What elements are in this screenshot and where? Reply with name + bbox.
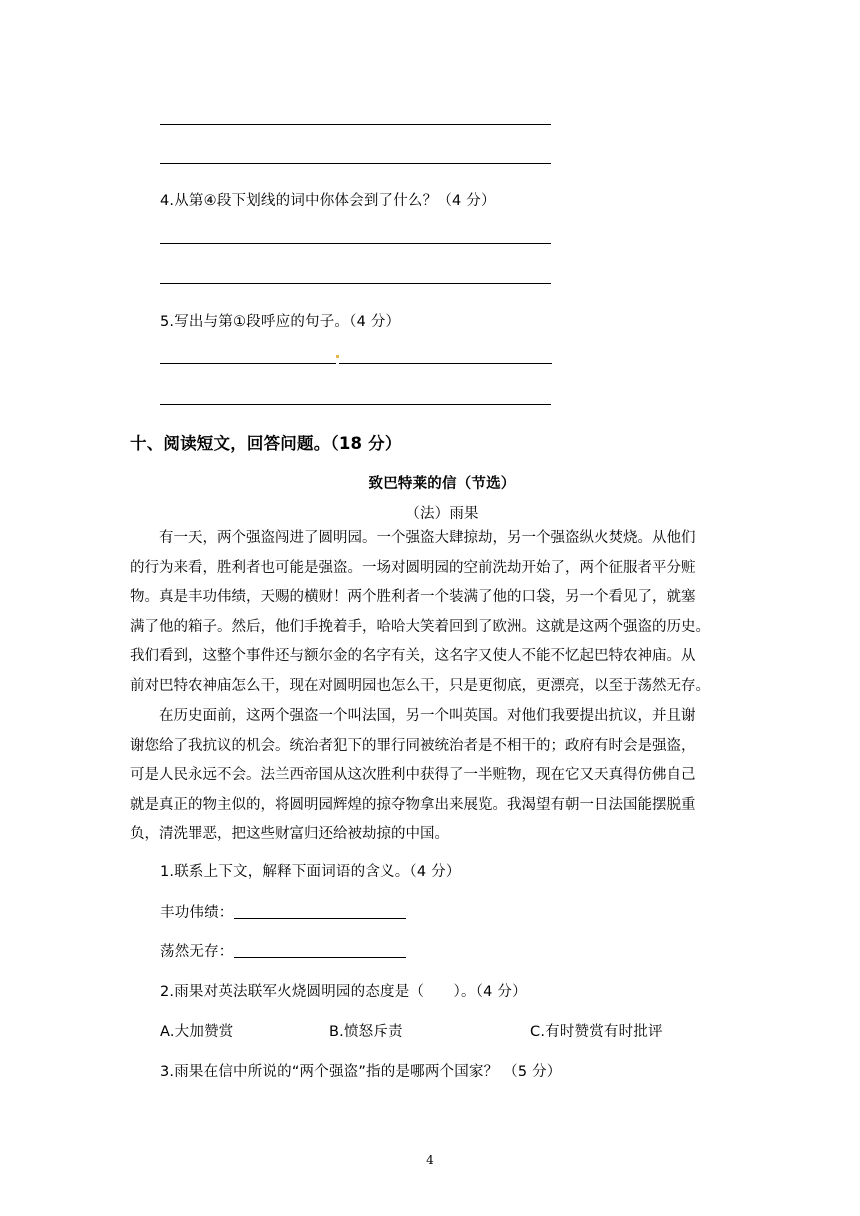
answer-line bbox=[339, 363, 552, 364]
page-number: 4 bbox=[426, 1153, 434, 1167]
paragraph-line: 可是人民永远不会。法兰西帝国从这次胜利中获得了一半赃物，现在它又天真得仿佛自己 bbox=[130, 767, 696, 784]
term-1-row bbox=[160, 901, 406, 922]
paragraph-line: 在历史面前，这两个强盗一个叫法国，另一个叫英国。对他们我要提出抗议，并且谢 bbox=[159, 708, 696, 724]
paragraph-line: 谢您给了我抗议的机会。统治者犯下的罪行同被统治者是不相干的；政府有时会是强盗， bbox=[130, 737, 696, 754]
paragraph-line: 物。真是丰功伟绩，天赐的横财！两个胜利者一个装满了他的口袋，另一个看见了，就塞 bbox=[130, 589, 696, 606]
stray-mark bbox=[336, 355, 339, 358]
question-3: 3.雨果在信中所说的“两个强盗”指的是哪两个国家？ （5 分） bbox=[160, 1064, 562, 1080]
question-1: 1.联系上下文，解释下面词语的含义。（4 分） bbox=[160, 864, 461, 880]
paragraph-line: 就是真正的物主似的，将圆明园辉煌的掠夺物拿出来展览。我渴望有朝一日法国能摆脱重 bbox=[130, 796, 696, 813]
option-c: C.有时赞赏有时批评 bbox=[530, 1024, 663, 1040]
article-author: （法）雨果 bbox=[405, 506, 479, 522]
section-heading: 十、阅读短文，回答问题。（18 分） bbox=[130, 434, 402, 453]
answer-blank bbox=[234, 943, 406, 958]
option-b: B.愤怒斥责 bbox=[329, 1024, 403, 1040]
answer-line bbox=[160, 283, 551, 284]
answer-line bbox=[160, 124, 551, 125]
term-2-row bbox=[160, 940, 406, 961]
paragraph-2 bbox=[130, 702, 730, 850]
question-5: 5.写出与第①段呼应的句子。（4 分） bbox=[160, 314, 401, 330]
answer-blank bbox=[234, 904, 406, 919]
paragraph-1 bbox=[130, 524, 730, 702]
paragraph-line: 满了他的箱子。然后，他们手挽着手，哈哈大笑着回到了欧洲。这就是这两个强盗的历史。 bbox=[130, 618, 710, 635]
paragraph-line: 前对巴特农神庙怎么干，现在对圆明园也怎么干，只是更彻底，更漂亮，以至于荡然无存。 bbox=[130, 677, 710, 694]
term-1-label: 丰功伟绩： bbox=[160, 905, 234, 921]
paragraph-line: 负，清洗罪恶，把这些财富归还给被劫掠的中国。 bbox=[130, 826, 449, 843]
term-2-label: 荡然无存： bbox=[160, 944, 234, 960]
answer-line bbox=[160, 363, 336, 364]
answer-line bbox=[160, 163, 551, 164]
answer-line bbox=[160, 243, 551, 244]
paragraph-line: 有一天，两个强盗闯进了圆明园。一个强盗大肆掠劫，另一个强盗纵火焚烧。从他们 bbox=[159, 530, 696, 546]
option-a: A.大加赞赏 bbox=[160, 1024, 234, 1040]
article-title: 致巴特莱的信（节选） bbox=[368, 476, 516, 492]
paragraph-line: 我们看到，这整个事件还与额尔金的名字有关，这名字又使人不能不忆起巴特农神庙。从 bbox=[130, 648, 696, 665]
question-2: 2.雨果对英法联军火烧圆明园的态度是（ ）。（4 分） bbox=[160, 984, 527, 1000]
answer-line bbox=[160, 404, 551, 405]
question-4: 4.从第④段下划线的词中你体会到了什么？（4 分） bbox=[160, 193, 496, 209]
paragraph-line: 的行为来看，胜利者也可能是强盗。一场对圆明园的空前洗劫开始了，两个征服者平分赃 bbox=[130, 559, 696, 576]
